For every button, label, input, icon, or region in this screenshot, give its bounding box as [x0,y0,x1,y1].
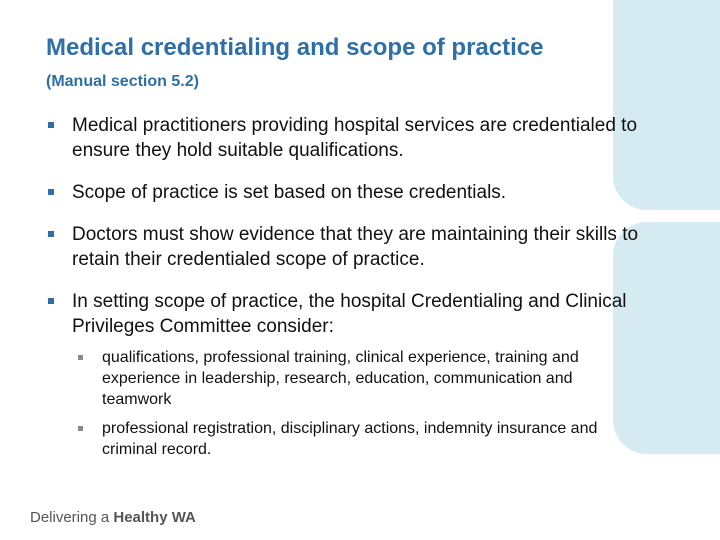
footer-emphasis: Healthy WA [113,509,196,526]
bullet-text: Scope of practice is set based on these credentials. [72,182,507,203]
square-bullet-icon [48,231,54,237]
sub-bullet-text: qualifications, professional training, clinical experience, training and experience in leadership, research, education, communication and teamwork [102,349,579,408]
footer-prefix: Delivering a [30,509,114,526]
sub-bullet-text: professional registration, disciplinary actions, indemnity insurance and criminal record. [102,420,598,458]
bullet-text: Doctors must show evidence that they are maintaining their skills to retain their credentialed scope of practice. [72,224,639,270]
square-bullet-icon [48,189,54,195]
bullet-item-credentialing [46,113,646,163]
square-bullet-icon [48,298,54,304]
bullet-item-evidence [46,222,646,272]
sub-bullet-list [76,347,646,460]
bullet-list [46,113,646,477]
bullet-item-committee [46,289,646,460]
square-bullet-icon [48,122,54,128]
bullet-item-scope [46,180,646,205]
small-square-bullet-icon [78,426,83,431]
bullet-text: Medical practitioners providing hospital services are credentialed to ensure they hold suitable qualifications. [72,115,638,161]
slide-subtitle: (Manual section 5.2) [46,73,199,90]
slide-title: Medical credentialing and scope of practice [46,34,544,61]
bullet-text: In setting scope of practice, the hospital Credentialing and Clinical Privileges Committee consider: [72,291,627,337]
footer-tagline [30,509,196,526]
sub-bullet-qualifications [76,347,646,410]
small-square-bullet-icon [78,355,83,360]
sub-bullet-registration [76,418,646,460]
